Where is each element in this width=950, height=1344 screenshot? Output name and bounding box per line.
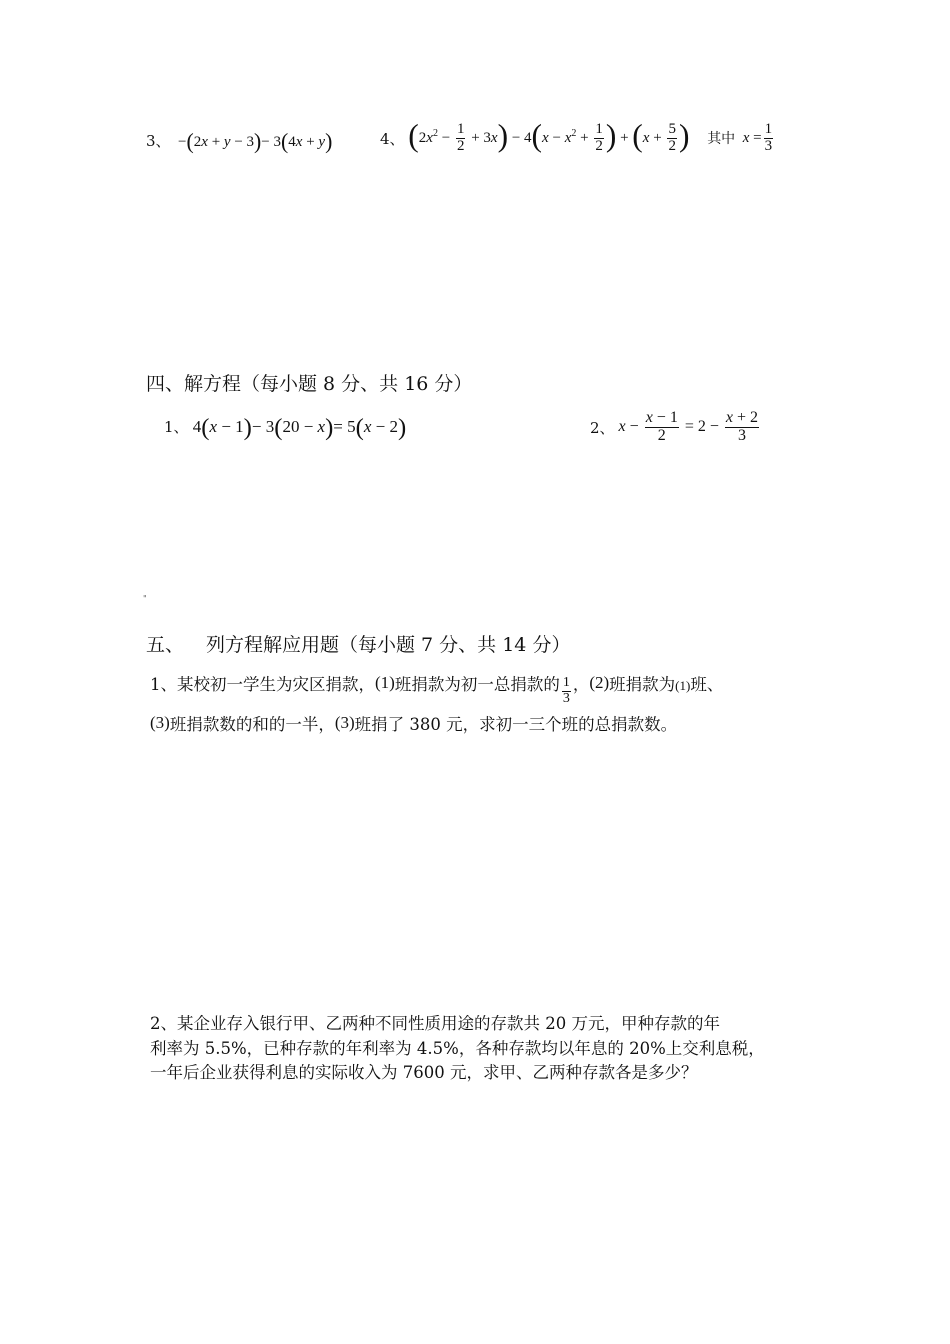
application-q1-line-2 — [150, 711, 677, 735]
equation-1-label: 1、 — [164, 418, 189, 436]
equation-2 — [590, 410, 761, 445]
problem-4-expression — [380, 117, 775, 155]
equation-2-label: 2、 — [590, 418, 615, 437]
problem-4-formula: ($2x^2$ − $\frac{1}{2}$ + $3x) - 4(x - x^2$ + $\frac{1}{2}$ ) + (x + $\frac{5}{2}$ ) — [408, 117, 690, 154]
equation-1 — [164, 413, 407, 441]
x-value-numerator: 1 — [764, 121, 773, 137]
problem-4-label: 4、 — [380, 129, 405, 148]
q1-text-c: ， — [572, 675, 590, 694]
class-3-label: (3) — [150, 713, 170, 732]
q1-text-e: 班、 — [690, 675, 724, 694]
application-q2-line-3: 一年后企业获得利息的实际收入为 7600 元，求甲、乙两种存款各是多少？ — [150, 1063, 698, 1082]
section-5-title: 列方程解应用题（每小题 7 分、共 14 分） — [206, 634, 571, 656]
fraction-denominator: 3 — [562, 691, 570, 706]
section-5-number: 五、 — [146, 634, 185, 656]
problem-3-expression — [146, 129, 333, 154]
class-3-label-2: (3) — [334, 713, 355, 732]
application-q2-line-2: 利率为 5.5%，已种存款的年利率为 4.5%，各种存款均以年息的 20%上交利息税， — [150, 1039, 765, 1058]
section-4-heading: 四、解方程（每小题 8 分、共 16 分） — [146, 373, 473, 395]
problem-4-x-value: x = $\frac{1}{3}$ — [742, 121, 773, 154]
equation-1-formula: 4(x − 1)− 3(20 − x)= 5(x − 2) — [192, 413, 407, 441]
class-2-label: (2) — [589, 673, 610, 692]
q1-text-g: 班捐了 380 元，求初一三个班的总捐款数。 — [354, 715, 678, 734]
stray-mark: " — [143, 594, 147, 603]
class-1-small-label: (1) — [675, 678, 691, 693]
one-third-fraction — [562, 676, 571, 706]
fraction-numerator: 1 — [562, 675, 570, 691]
q1-text-a: 1、某校初一学生为灾区捐款， — [150, 675, 375, 694]
class-1-label: (1) — [375, 673, 395, 692]
section-5-heading — [146, 630, 570, 657]
x-value-denominator: 3 — [764, 137, 773, 154]
problem-3-label: 3、 — [146, 132, 171, 150]
application-q1-line-1 — [150, 671, 723, 707]
q1-text-b: 班捐款为初一总捐款的 — [394, 675, 560, 694]
problem-3-formula: −(2x + y − 3)− 3(4x + y) — [174, 129, 333, 154]
application-q2-line-1: 2、某企业存入银行甲、乙两种不同性质用途的存款共 20 万元，甲种存款的年 — [150, 1014, 720, 1033]
q1-text-d: 班捐款为 — [609, 675, 676, 694]
problem-4-condition: 其中 — [707, 131, 736, 148]
equation-2-formula: x − $\frac{x - 1}{2}$ = 2 − $\frac{x + 2}{3}$ — [618, 409, 759, 444]
q1-text-f: 班捐款数的和的一半， — [169, 715, 335, 734]
